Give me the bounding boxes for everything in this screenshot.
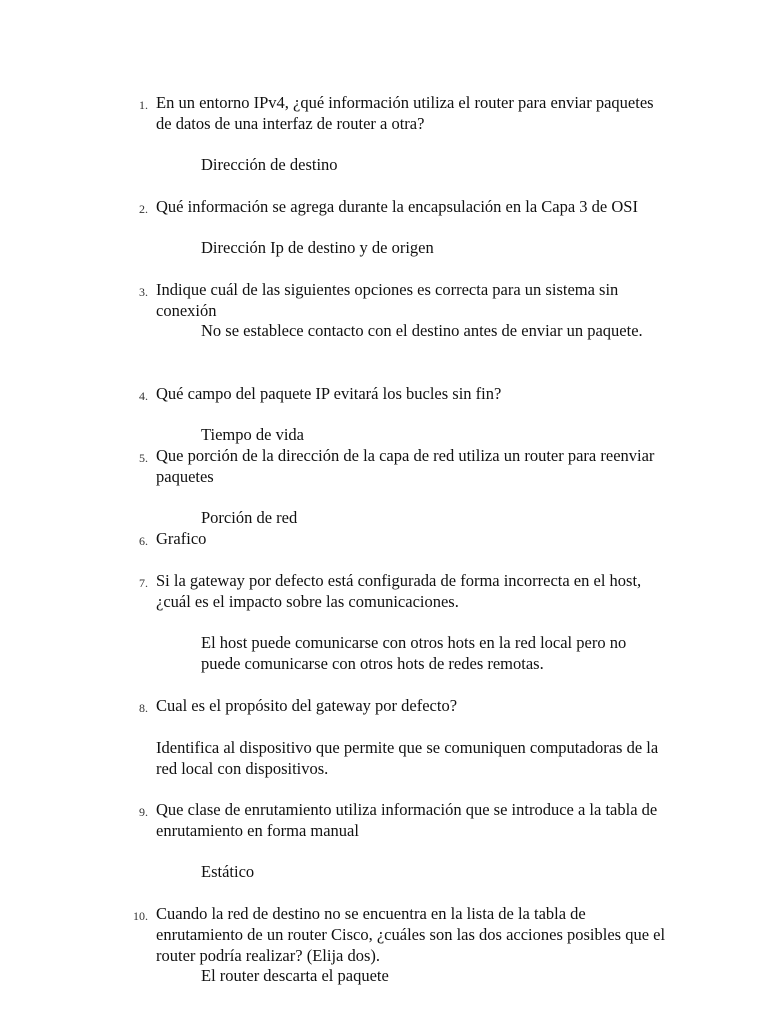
question-number: 8. (139, 701, 148, 715)
question-number: 9. (139, 805, 148, 819)
question-text: Que porción de la dirección de la capa de red utiliza un router para reenviar paquetes (156, 446, 655, 486)
answer-text: Dirección Ip de destino y de origen (201, 238, 434, 257)
question-text: Qué información se agrega durante la encapsulación en la Capa 3 de OSI (156, 197, 638, 216)
question-text: Que clase de enrutamiento utiliza información que se introduce a la tabla de enrutamiento en forma manual (156, 800, 658, 840)
answer-text: No se establece contacto con el destino antes de enviar un paquete. (201, 321, 643, 340)
question-number: 4. (139, 389, 148, 403)
question-text: Cuando la red de destino no se encuentra en la lista de la tabla de enrutamiento de un router Cisco, ¿cuáles son las dos acciones posibles que el router podría realizar? (Elija dos). (156, 904, 666, 965)
answer-text: Estático (201, 862, 255, 881)
question-text: En un entorno IPv4, ¿qué información utiliza el router para enviar paquetes de datos de una interfaz de router a otra? (156, 93, 654, 133)
answer-text: Dirección de destino (201, 155, 338, 174)
question-number: 6. (139, 534, 148, 548)
answer-text: Tiempo de vida (201, 425, 304, 444)
question-text: Si la gateway por defecto está configurada de forma incorrecta en el host, ¿cuál es el impacto sobre las comunicaciones. (156, 571, 642, 611)
answer-text: Identifica al dispositivo que permite que se comuniquen computadoras de la red local con dispositivos. (156, 738, 659, 778)
question-text: Qué campo del paquete IP evitará los bucles sin fin? (156, 384, 502, 403)
question-text: Cual es el propósito del gateway por defecto? (156, 696, 458, 715)
question-number: 2. (139, 202, 148, 216)
answer-text: El router descarta el paquete (201, 966, 389, 985)
question-text: Indique cuál de las siguientes opciones es correcta para un sistema sin conexión (156, 280, 619, 320)
question-text: Grafico (156, 529, 207, 548)
question-number: 3. (139, 285, 148, 299)
question-number: 10. (133, 909, 148, 923)
question-number: 7. (139, 576, 148, 590)
answer-text: El host puede comunicarse con otros hots en la red local pero no puede comunicarse con otros hots de redes remotas. (201, 633, 627, 673)
question-number: 1. (139, 98, 148, 112)
answer-text: Porción de red (201, 508, 298, 527)
question-number: 5. (139, 451, 148, 465)
